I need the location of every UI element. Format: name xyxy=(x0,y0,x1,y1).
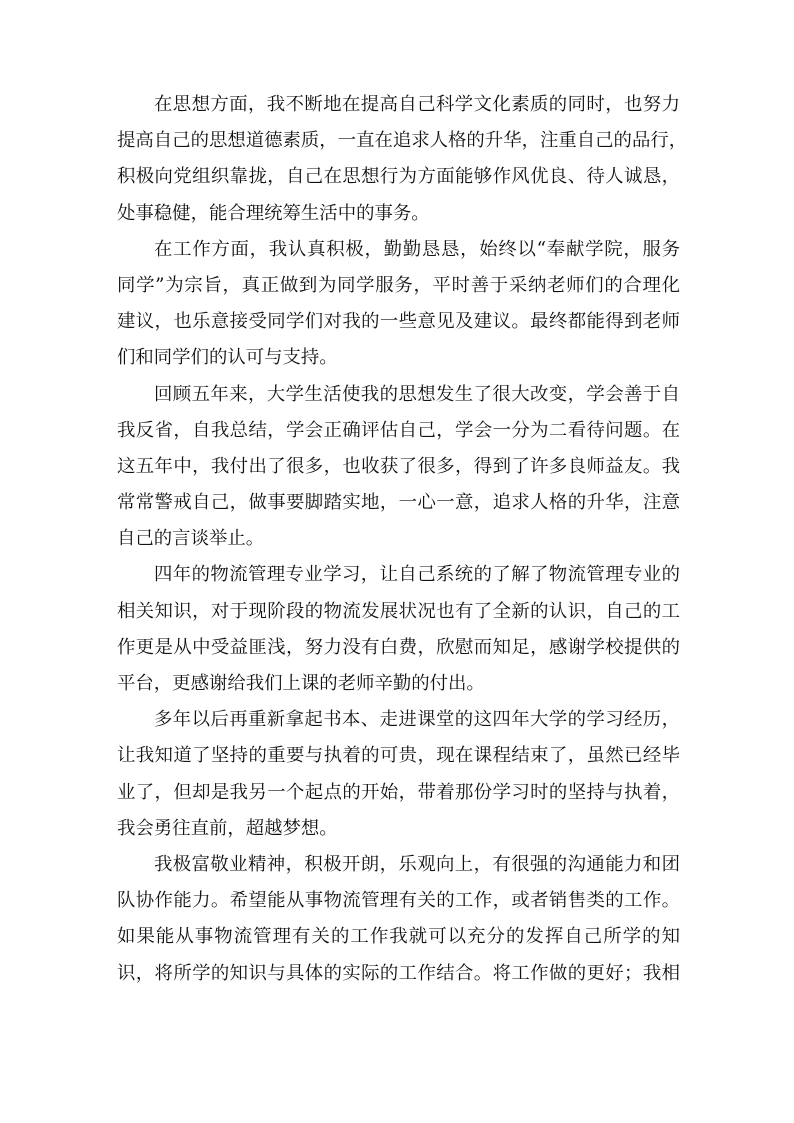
paragraph-3-line-4: 常常警戒自己，做事要脚踏实地，一心一意，追求人格的升华，注意 xyxy=(117,492,680,514)
paragraph-3-line-2: 我反省，自我总结，学会正确评估自己，学会一分为二看待问题。在 xyxy=(117,419,680,441)
paragraph-6-line-2: 队协作能力。希望能从事物流管理有关的工作，或者销售类的工作。 xyxy=(117,890,680,912)
paragraph-1-line-1: 在思想方面，我不断地在提高自己科学文化素质的同时，也努力 xyxy=(154,94,680,115)
paragraph-4-line-1: 四年的物流管理专业学习，让自己系统的了解了物流管理专业的 xyxy=(154,564,680,586)
paragraph-5-line-4: 我会勇往直前，超越梦想。 xyxy=(117,817,338,839)
paragraph-4-line-3: 作更是从中受益匪浅，努力没有白费，欣慰而知足，感谢学校提供的 xyxy=(117,636,680,658)
paragraph-6-line-3: 如果能从事物流管理有关的工作我就可以充分的发挥自己所学的知 xyxy=(117,926,680,948)
paragraph-6-line-4: 识，将所学的知识与具体的实际的工作结合。将工作做的更好；我相 xyxy=(117,962,680,984)
paragraph-5-line-1: 多年以后再重新拿起书本、走进课堂的这四年大学的学习经历， xyxy=(154,709,680,731)
paragraph-2-line-1: 在工作方面，我认真积极，勤勤恳恳，始终以“奉献学院，服务 xyxy=(154,238,680,260)
paragraph-2-line-4: 们和同学们的认可与支持。 xyxy=(117,347,338,369)
paragraph-5-line-2: 让我知道了坚持的重要与执着的可贵，现在课程结束了，虽然已经毕 xyxy=(117,745,680,767)
paragraph-5-line-3: 业了，但却是我另一个起点的开始，带着那份学习时的坚持与执着， xyxy=(117,781,680,803)
paragraph-4-line-2: 相关知识，对于现阶段的物流发展状况也有了全新的认识，自己的工 xyxy=(117,600,680,622)
paragraph-3-line-1: 回顾五年来，大学生活使我的思想发生了很大改变，学会善于自 xyxy=(154,383,680,405)
paragraph-1-line-2: 提高自己的思想道德素质，一直在追求人格的升华，注重自己的品行， xyxy=(117,130,688,152)
paragraph-2-line-2: 同学”为宗旨，真正做到为同学服务，平时善于采纳老师们的合理化 xyxy=(117,274,680,296)
paragraph-1-line-3: 积极向党组织靠拢，自己在思想行为方面能够作风优良、待人诚恳， xyxy=(117,166,680,188)
paragraph-3-line-5: 自己的言谈举止。 xyxy=(117,528,265,550)
document-body xyxy=(117,87,688,992)
paragraph-6-line-1: 我极富敬业精神，积极开朗，乐观向上，有很强的沟通能力和团 xyxy=(154,853,680,875)
paragraph-4-line-4: 平台，更感谢给我们上课的老师辛勤的付出。 xyxy=(117,673,485,694)
paragraph-2-line-3: 建议，也乐意接受同学们对我的一些意见及建议。最终都能得到老师 xyxy=(117,311,680,333)
paragraph-1-line-4: 处事稳健，能合理统筹生活中的事务。 xyxy=(117,202,430,224)
paragraph-3-line-3: 这五年中，我付出了很多，也收获了很多，得到了许多良师益友。我 xyxy=(117,455,680,477)
